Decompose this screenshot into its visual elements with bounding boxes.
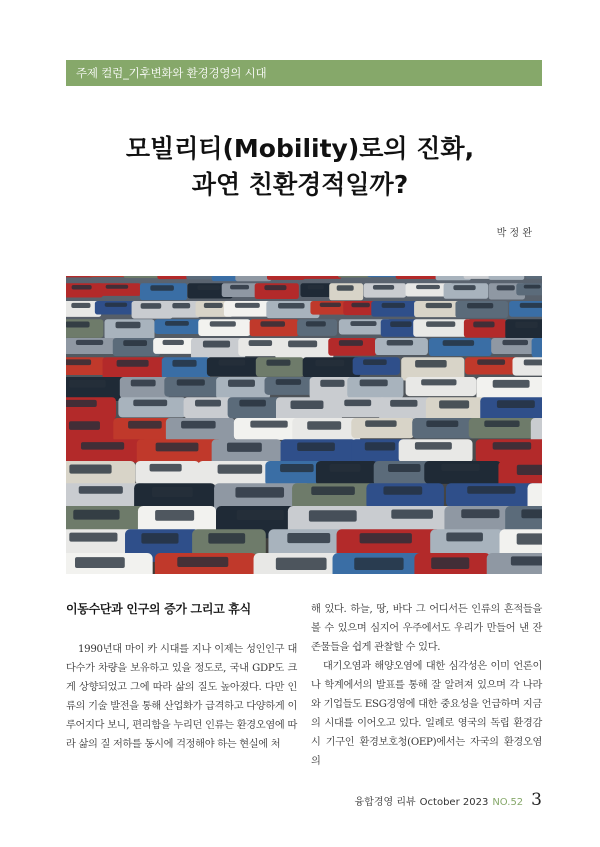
body-paragraph: 1990년대 마이 카 시대를 지나 이제는 성인인구 대다수가 차량을 보유하고 있을 정도로, 국내 GDP도 크게 상향되었고 그에 따라 삶의 질도 높아졌다. 다만 인류의 기술 발전을 통해 산업화가 급격하고 다양하게 이루어지다 보니, 편리함을 누리던 인류는 환경오염에 따라 삶의 질 저하를 동시에 걱정해야 하는 현실에 처 [66, 644, 297, 750]
author-name: 박 정 완 [496, 228, 532, 239]
body-paragraph: 해 있다. 하늘, 땅, 바다 그 어디서든 인류의 흔적들을 볼 수 있으며 심지어 우주에서도 우리가 만들어 낸 잔존물들을 쉽게 관찰할 수 있다. [311, 604, 542, 653]
issue-date: October 2023 [419, 797, 489, 808]
section-banner: 주제 컬럼_기후변화와 환경경영의 시대 [66, 60, 542, 86]
junkyard-cars-photo [66, 276, 542, 574]
article-column-left [66, 600, 297, 754]
issue-number: NO.52 [492, 797, 524, 808]
page-number: 3 [531, 790, 542, 810]
page-footer [355, 790, 542, 810]
body-paragraph: 대기오염과 해양오염에 대한 심각성은 이미 언론이나 학계에서의 발표를 통해 잘 알려져 있으며 각 나라와 기업들도 ESG경영에 대한 중요성을 언급하며 지금의 시대를 이어오고 있다. 일례로 영국의 독립 환경감시 기구인 환경보호청(OEP)에서는 자국의 환경오염의 [311, 661, 542, 767]
article-column-right [311, 600, 542, 771]
title-line-1: 모빌리티(Mobility)로의 진화, [125, 134, 475, 163]
section-heading: 이동수단과 인구의 증가 그리고 휴식 [66, 602, 251, 616]
publication-name: 융합경영 리뷰 [354, 797, 416, 808]
article-title [0, 131, 600, 203]
title-line-2: 과연 친환경적일까? [191, 170, 409, 199]
